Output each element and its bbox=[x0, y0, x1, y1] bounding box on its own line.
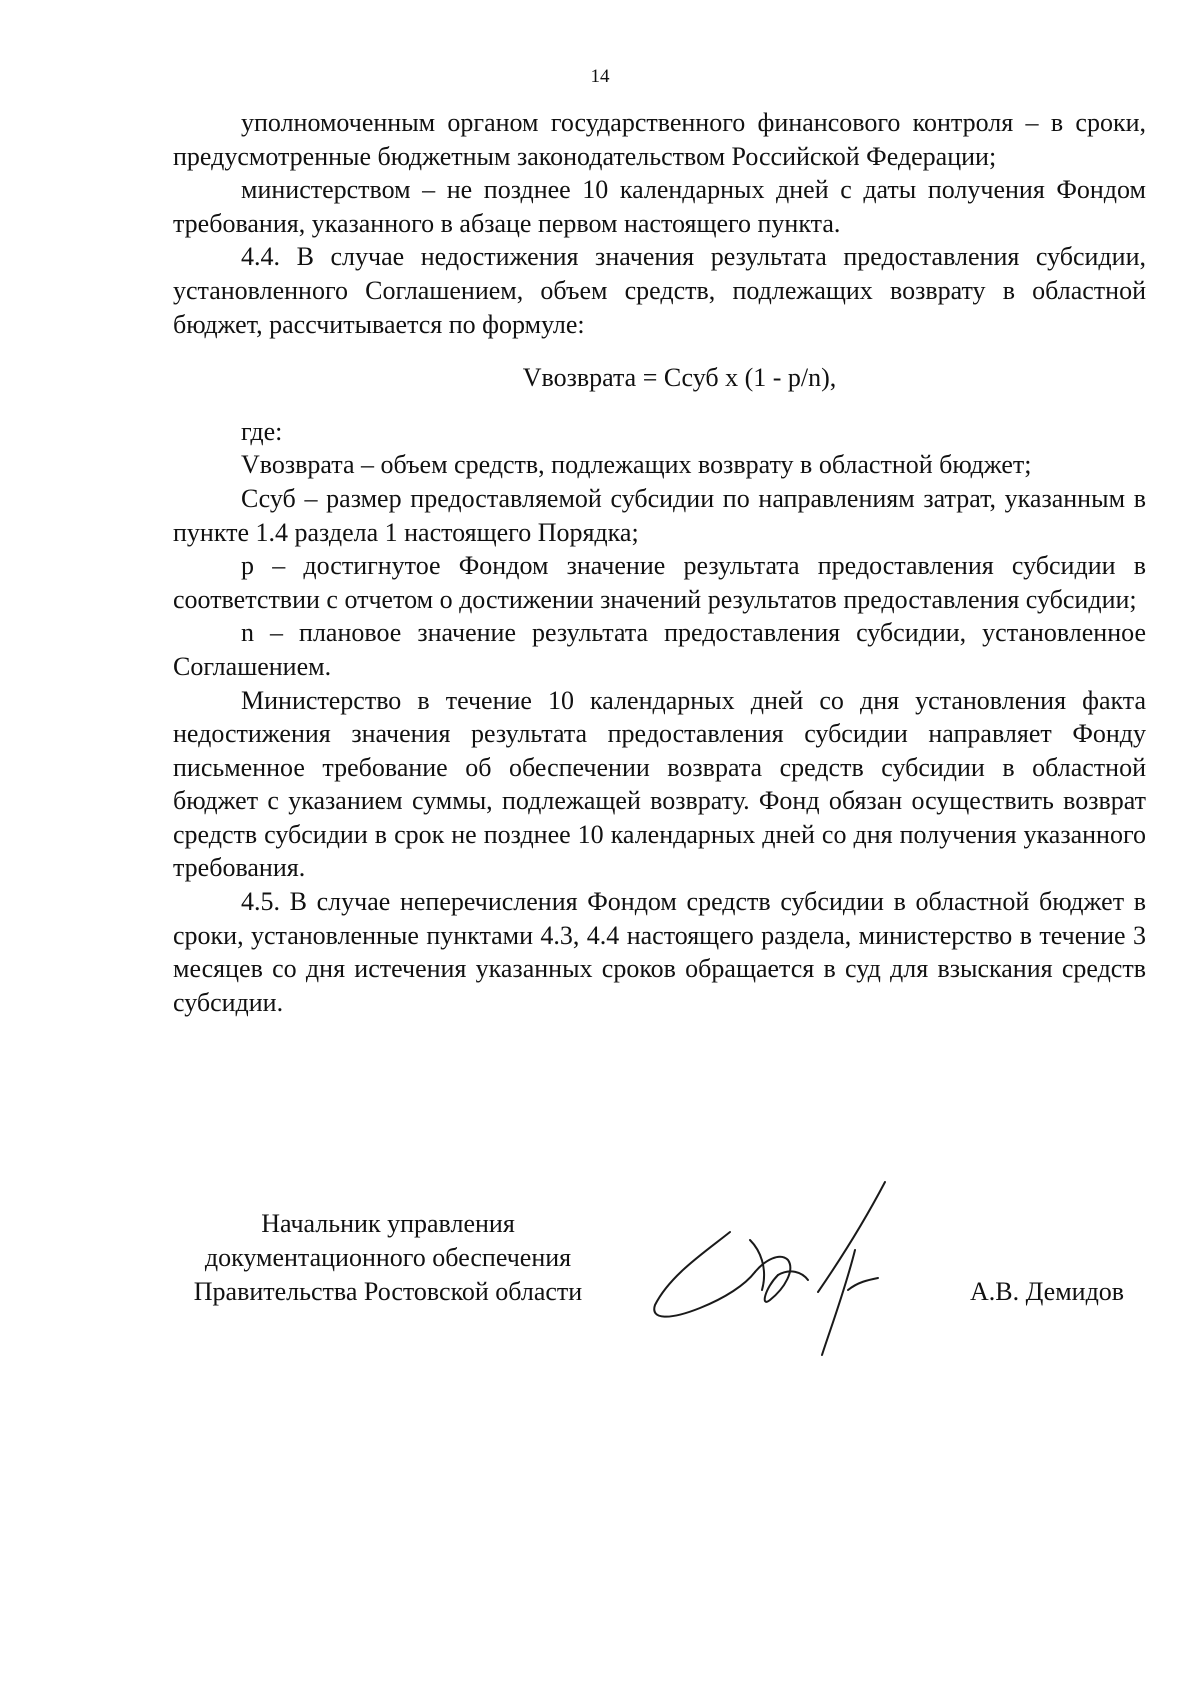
signatory-position bbox=[173, 1207, 603, 1309]
formula: Vвозврата = Ссуб х (1 - p/n), bbox=[522, 363, 837, 393]
paragraph-n-definition: n – плановое значение результата предоставления субсидии, установленное Соглашением. bbox=[173, 618, 1146, 681]
signatory-name: А.В. Демидов bbox=[970, 1277, 1125, 1306]
paragraph-p-definition: р – достигнутое Фондом значение результата предоставления субсидии в соответствии с отчетом о достижении значений результатов предоставления субсидии; bbox=[173, 551, 1146, 614]
position-line: Начальник управления bbox=[261, 1209, 515, 1238]
paragraph-authority-deadline: уполномоченным органом государственного финансового контроля – в сроки, предусмотренные бюджетным законодательством Российской Федерации; bbox=[173, 108, 1146, 171]
paragraph-csub-definition: Ссуб – размер предоставляемой субсидии по направлениям затрат, указанным в пункте 1.4 раздела 1 настоящего Порядка; bbox=[173, 483, 1146, 547]
paragraph-ministry-requirement: Министерство в течение 10 календарных дней со дня установления факта недостижения значения результата предоставления субсидии направляет Фонду письменное требование об обеспечении возврата средств субсидии в областной бюджет с указанием суммы, подлежащей возврату. Фонд обязан осуществить возврат средств субсидии в срок не позднее 10 календарных дней со дня получения указанного требования. bbox=[173, 685, 1146, 883]
page-number: 14 bbox=[590, 66, 610, 87]
paragraph-ministry-deadline: министерством – не позднее 10 календарных дней с даты получения Фондом требования, указанного в абзаце первом настоящего пункта. bbox=[173, 175, 1146, 238]
paragraph-4-4: 4.4. В случае недостижения значения результата предоставления субсидии, установленного Соглашением, объем средств, подлежащих возврату в областной бюджет, рассчитывается по формуле: bbox=[173, 242, 1146, 339]
paragraph-where: где: bbox=[241, 416, 283, 446]
paragraph-v-definition: Vвозврата – объем средств, подлежащих возврату в областной бюджет; bbox=[241, 450, 1032, 480]
document-body bbox=[173, 106, 1146, 1019]
position-line: документационного обеспечения bbox=[204, 1243, 572, 1272]
paragraph-4-5: 4.5. В случае неперечисления Фондом средств субсидии в областной бюджет в сроки, установленные пунктами 4.3, 4.4 настоящего раздела, министерство в течение 3 месяцев со дня истечения указанных сроков обращается в суд для взыскания средств субсидии. bbox=[173, 887, 1146, 1017]
handwritten-signature bbox=[650, 1180, 950, 1360]
position-line: Правительства Ростовской области bbox=[193, 1277, 583, 1306]
